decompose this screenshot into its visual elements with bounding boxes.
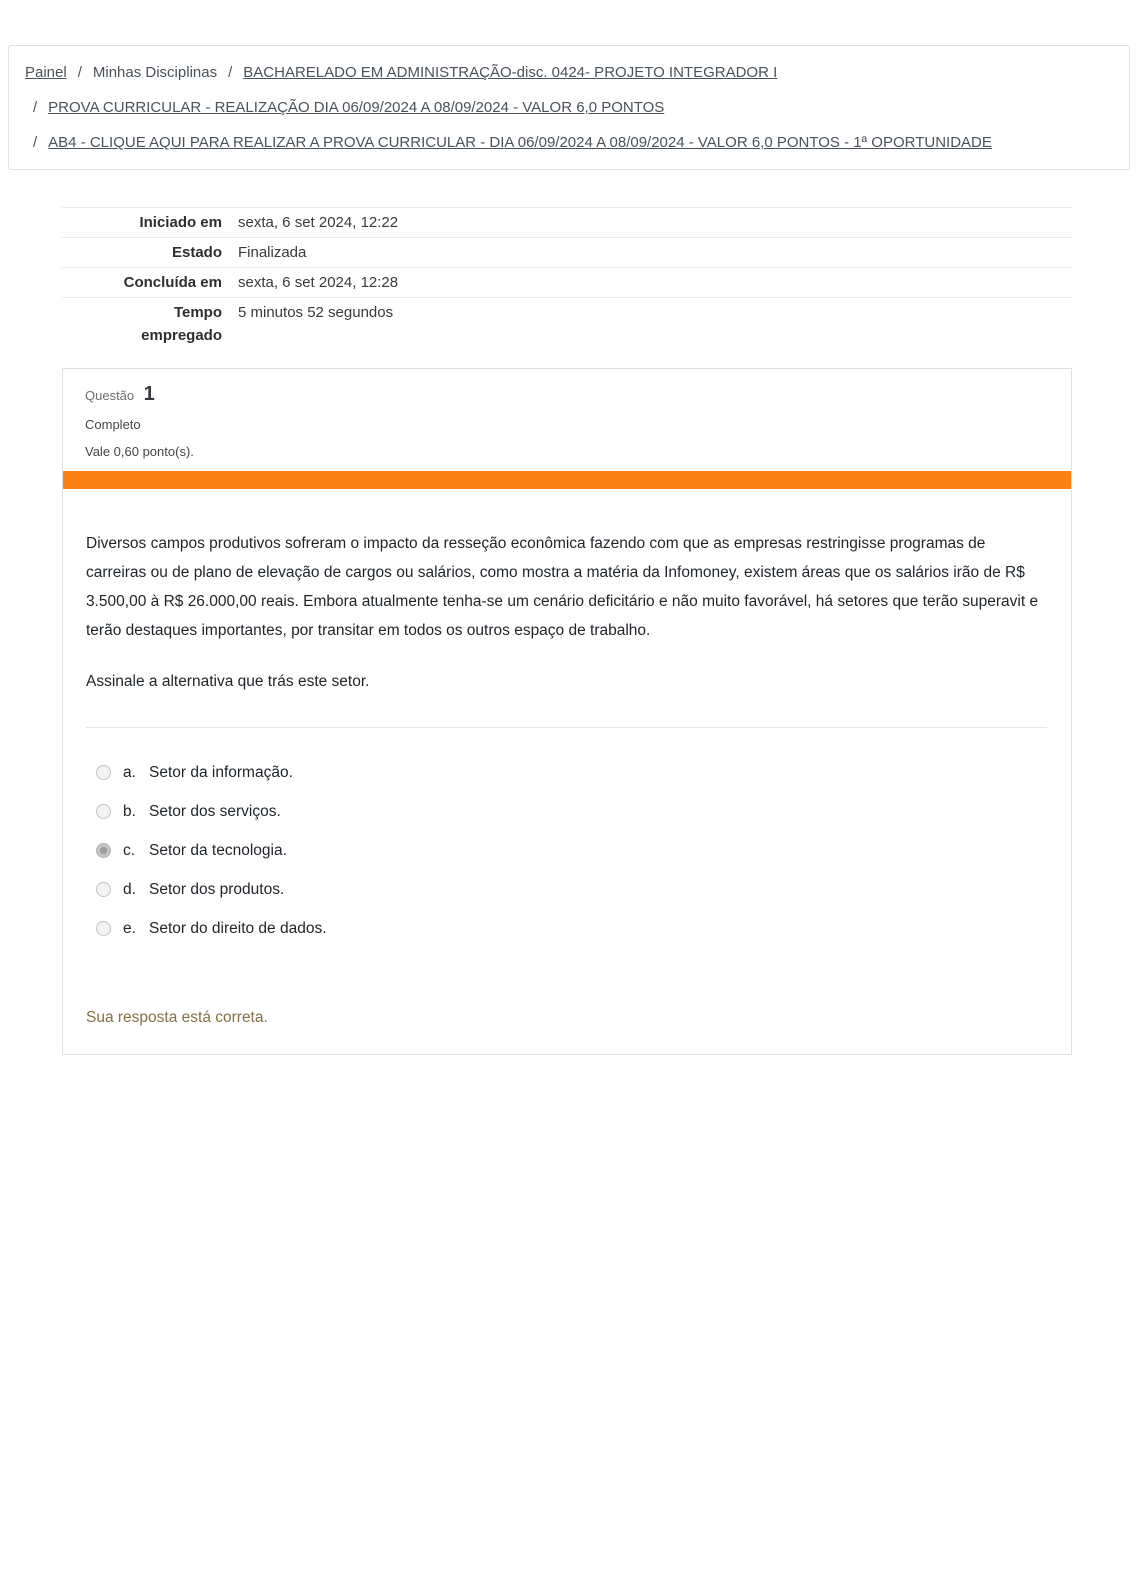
radio-button-selected[interactable] bbox=[96, 843, 111, 858]
question-number-row bbox=[85, 383, 1049, 406]
question-info bbox=[63, 369, 1071, 471]
question-content bbox=[63, 489, 1071, 1054]
question-card bbox=[62, 368, 1072, 1055]
option-c[interactable] bbox=[86, 838, 1047, 863]
breadcrumb bbox=[8, 45, 1130, 170]
summary-row-time-taken bbox=[62, 297, 1072, 350]
breadcrumb-link-section[interactable]: PROVA CURRICULAR - REALIZAÇÃO DIA 06/09/2024 A 08/09/2024 - VALOR 6,0 PONTOS bbox=[48, 99, 665, 116]
question-accent-bar bbox=[63, 471, 1071, 489]
question-text: Diversos campos produtivos sofreram o impacto da resseção econômica fazendo com que as empresas restringisse programas de carreiras ou de plano de elevação de cargos ou salários, como mostra a matéria da Infomoney, existem áreas que os salários irão de R$ 3.500,00 à R$ 26.000,00 reais. Embora atualmente tenha-se um cenário deficitário e não muito favorável, há setores que terão superavit e terão destaques importantes, por transitar em todos os outros espaço de trabalho. bbox=[86, 535, 1039, 639]
option-label[interactable]: Setor dos produtos. bbox=[149, 880, 285, 898]
option-letter: b. bbox=[123, 802, 136, 820]
breadcrumb-link-course[interactable]: BACHARELADO EM ADMINISTRAÇÃO-disc. 0424- PROJETO INTEGRADOR I bbox=[243, 64, 778, 81]
summary-label: Tempo empregado bbox=[141, 304, 222, 344]
option-d[interactable] bbox=[86, 877, 1047, 902]
summary-row-state bbox=[62, 237, 1072, 267]
answer-options bbox=[86, 760, 1047, 941]
breadcrumb-line-2 bbox=[25, 90, 1113, 125]
summary-row-started bbox=[62, 207, 1072, 237]
question-number-label: Questão bbox=[85, 388, 135, 403]
radio-button[interactable] bbox=[96, 921, 111, 936]
summary-value: Finalizada bbox=[238, 244, 307, 261]
summary-value: sexta, 6 set 2024, 12:28 bbox=[238, 274, 399, 291]
question-prompt: Assinale a alternativa que trás este setor. bbox=[86, 673, 370, 690]
summary-value: 5 minutos 52 segundos bbox=[238, 304, 394, 321]
breadcrumb-line-1 bbox=[25, 55, 1113, 90]
radio-button[interactable] bbox=[96, 882, 111, 897]
summary-label: Concluída em bbox=[123, 274, 222, 291]
breadcrumb-separator: / bbox=[77, 64, 82, 81]
option-a[interactable] bbox=[86, 760, 1047, 785]
question-divider bbox=[86, 727, 1047, 728]
option-letter: e. bbox=[123, 919, 136, 937]
option-b[interactable] bbox=[86, 799, 1047, 824]
question-status: Completo bbox=[85, 417, 141, 432]
breadcrumb-link-painel[interactable]: Painel bbox=[25, 64, 67, 81]
summary-value: sexta, 6 set 2024, 12:22 bbox=[238, 214, 399, 231]
summary-row-completed bbox=[62, 267, 1072, 297]
breadcrumb-item-minhas-disciplinas: Minhas Disciplinas bbox=[92, 64, 218, 81]
summary-label: Estado bbox=[171, 244, 222, 261]
breadcrumb-separator: / bbox=[228, 64, 233, 81]
option-label[interactable]: Setor do direito de dados. bbox=[149, 919, 327, 937]
option-label[interactable]: Setor da tecnologia. bbox=[149, 841, 287, 859]
option-letter: a. bbox=[123, 763, 136, 781]
breadcrumb-line-3 bbox=[25, 125, 1113, 160]
option-label[interactable]: Setor da informação. bbox=[149, 763, 293, 781]
answer-feedback: Sua resposta está correta. bbox=[86, 1009, 268, 1026]
summary-label: Iniciado em bbox=[139, 214, 222, 231]
breadcrumb-link-quiz[interactable]: AB4 - CLIQUE AQUI PARA REALIZAR A PROVA CURRICULAR - DIA 06/09/2024 A 08/09/2024 - VALOR 6,0 PONTOS - 1ª OPORTUNIDADE bbox=[48, 134, 992, 151]
breadcrumb-separator: / bbox=[33, 134, 38, 151]
radio-button[interactable] bbox=[96, 804, 111, 819]
option-label[interactable]: Setor dos serviços. bbox=[149, 802, 281, 820]
attempt-summary-table bbox=[62, 207, 1072, 350]
question-number: 1 bbox=[143, 383, 155, 405]
option-letter: c. bbox=[123, 841, 136, 859]
option-letter: d. bbox=[123, 880, 136, 898]
breadcrumb-separator: / bbox=[33, 99, 38, 116]
option-e[interactable] bbox=[86, 916, 1047, 941]
radio-button[interactable] bbox=[96, 765, 111, 780]
question-grade: Vale 0,60 ponto(s). bbox=[85, 444, 194, 459]
